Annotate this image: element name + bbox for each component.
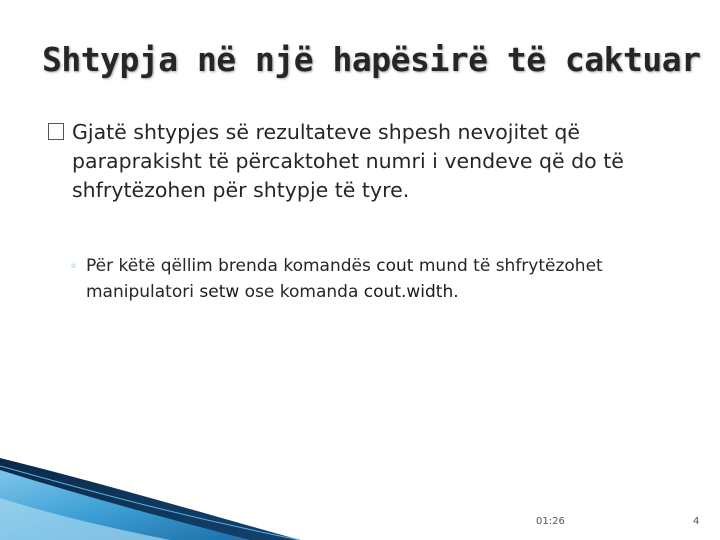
bullet-2-text <box>70 253 670 305</box>
bullet-level-1 <box>48 118 688 205</box>
bullet-2-part-1: Për këtë qëllim brenda komandës <box>86 256 377 276</box>
code-cout: cout <box>376 256 414 276</box>
bullet-level-2 <box>70 253 670 305</box>
slide-title: Shtypja në një hapësirë të caktuar <box>42 40 701 79</box>
bullet-2-part-3: ose komanda <box>239 282 364 302</box>
footer-time: 01:26 <box>536 516 565 527</box>
bullet-2-part-2: mund të shfrytëzohet manipulatori <box>86 256 603 302</box>
code-setw: setw <box>199 282 240 302</box>
checkbox-icon <box>48 123 64 140</box>
bullet-1-text: Gjatë shtypjes së rezultateve shpesh nevojitet që paraprakisht të përcaktohet numri i vendeve që do të shfrytëzohen për shtypje të tyre. <box>72 120 624 202</box>
page-number: 4 <box>693 516 700 527</box>
ring-bullet-icon: ◦ <box>70 259 78 273</box>
code-cout-width: cout.width. <box>363 282 459 302</box>
decorative-wave-graphic <box>0 448 300 540</box>
